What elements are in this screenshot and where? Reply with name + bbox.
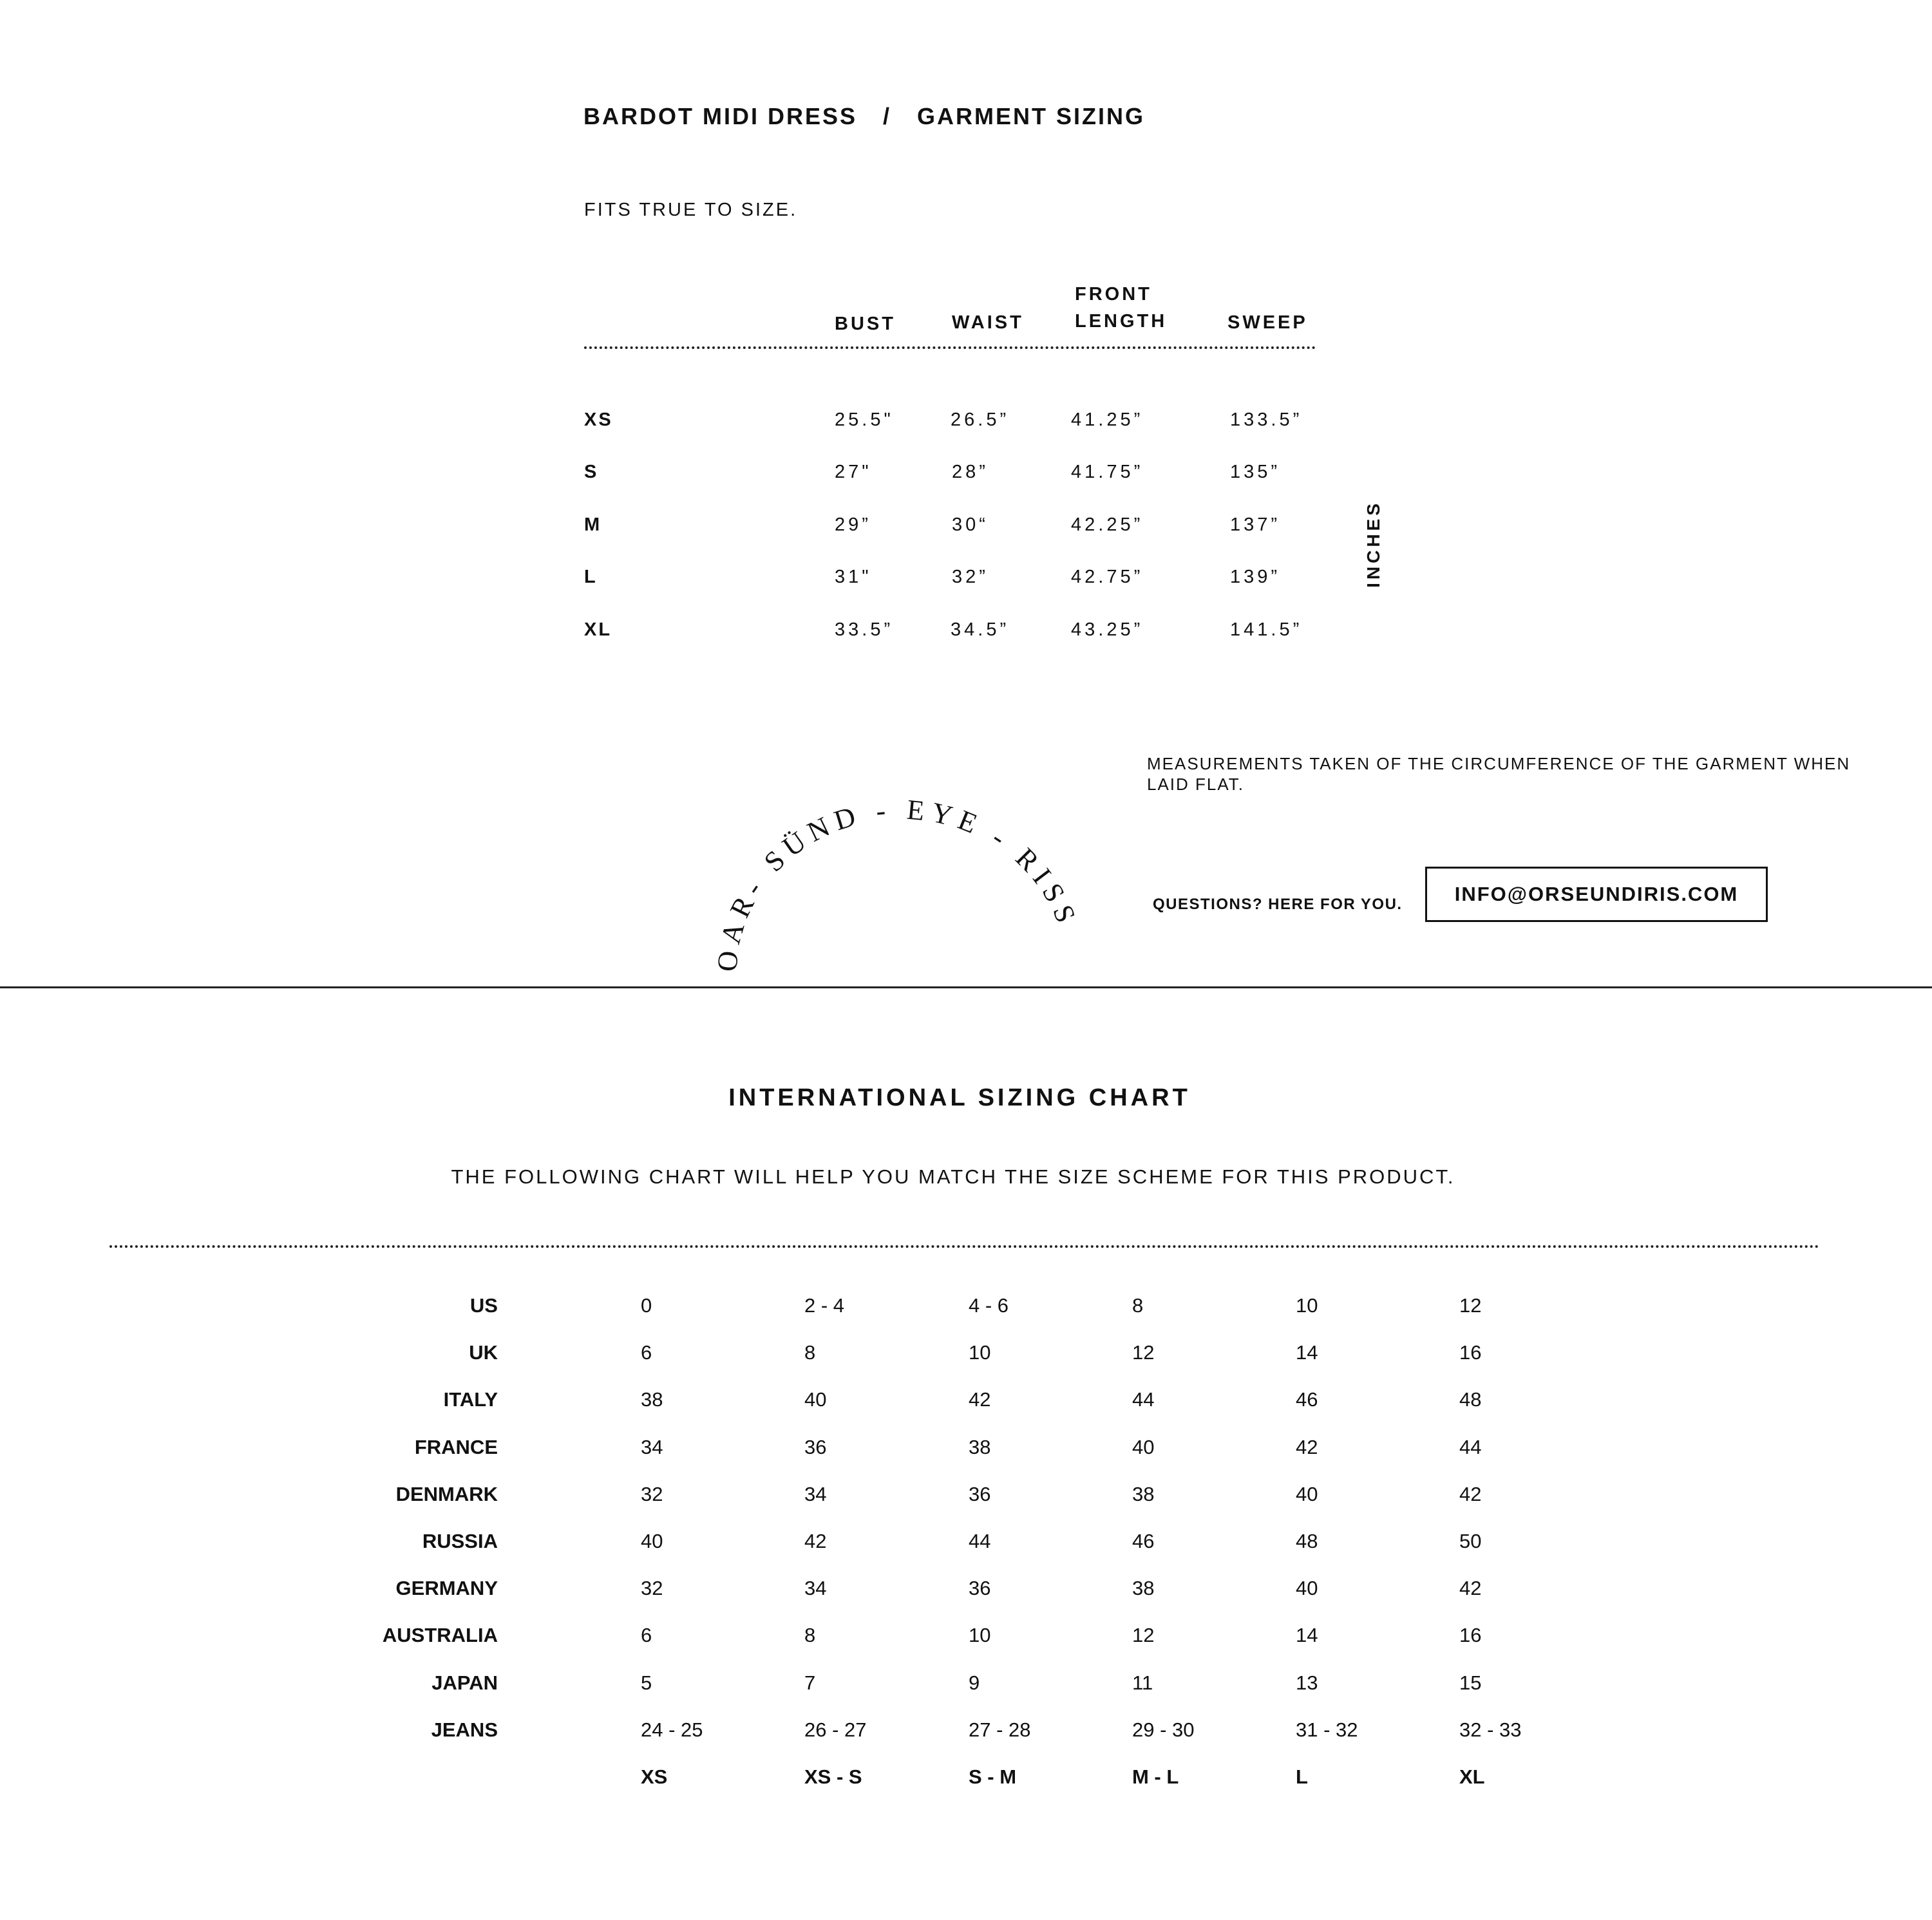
waist-value: 26.5” [951, 409, 1010, 430]
size-value: 38 [969, 1436, 991, 1458]
size-value: 12 [1132, 1624, 1155, 1646]
sweep-value: 135” [1230, 462, 1281, 482]
measurement-note: MEASUREMENTS TAKEN OF THE CIRCUMFERENCE OF THE GARMENT WHEN LAID FLAT. [1147, 754, 1851, 794]
size-value: 5 [641, 1671, 652, 1694]
size-letter: XS - S [804, 1765, 862, 1788]
bust-value: 29” [835, 514, 871, 535]
country-label: GERMANY [395, 1577, 498, 1599]
size-value: 29 - 30 [1132, 1718, 1195, 1741]
brand-logo [708, 786, 1095, 1004]
size-value: 44 [1132, 1388, 1155, 1411]
front-length-value: 41.25” [1071, 409, 1144, 430]
size-value: 40 [1296, 1577, 1318, 1599]
country-label: JEANS [431, 1718, 498, 1741]
column-header-line1 [1227, 282, 1308, 309]
column-header-front-length [1075, 281, 1167, 335]
email-text[interactable]: INFO@ORSEUNDIRIS.COM [1454, 883, 1739, 905]
size-value: 16 [1459, 1341, 1482, 1364]
fit-note: FITS TRUE TO SIZE. [584, 200, 798, 220]
section-name: GARMENT SIZING [917, 103, 1146, 129]
size-value: 48 [1459, 1388, 1482, 1411]
size-value: 38 [1132, 1483, 1155, 1505]
front-length-value: 42.25” [1071, 514, 1144, 535]
size-label: XS [584, 409, 613, 430]
country-label: DENMARK [395, 1483, 498, 1505]
size-value: 14 [1296, 1624, 1318, 1646]
size-value: 8 [1132, 1294, 1144, 1317]
size-value: 32 [641, 1577, 663, 1599]
size-value: 36 [804, 1436, 827, 1458]
size-value: 42 [804, 1530, 827, 1552]
country-label: AUSTRALIA [382, 1624, 498, 1646]
size-value: 42 [1296, 1436, 1318, 1458]
brand-logo-text: OAR- SÜND - EYE - RISS [711, 793, 1084, 973]
sweep-value: 137” [1230, 514, 1281, 535]
country-label: RUSSIA [422, 1530, 498, 1552]
size-value: 40 [1296, 1483, 1318, 1505]
size-label: S [584, 462, 599, 482]
size-value: 46 [1296, 1388, 1318, 1411]
size-value: 44 [1459, 1436, 1482, 1458]
size-value: 10 [969, 1341, 991, 1364]
front-length-value: 42.75” [1071, 567, 1144, 587]
column-header-line1: FRONT [1075, 284, 1152, 305]
size-value: 38 [641, 1388, 663, 1411]
size-value: 24 - 25 [641, 1718, 703, 1741]
sweep-value: 139” [1230, 567, 1281, 587]
size-value: 36 [969, 1577, 991, 1599]
email-button[interactable] [1425, 867, 1768, 922]
size-value: 32 - 33 [1459, 1718, 1522, 1741]
svg-text:OAR- SÜND - EYE - RISS [711, 794, 1084, 973]
column-header-waist [952, 282, 1024, 336]
column-header-line2: SWEEP [1227, 312, 1308, 333]
size-letter: S - M [969, 1765, 1017, 1788]
header-divider [584, 346, 1316, 349]
size-letter: XS [641, 1765, 668, 1788]
size-value: 42 [1459, 1483, 1482, 1505]
size-value: 38 [1132, 1577, 1155, 1599]
size-value: 14 [1296, 1341, 1318, 1364]
size-value: 6 [641, 1341, 652, 1364]
front-length-value: 43.25” [1071, 619, 1144, 640]
bust-value: 33.5” [835, 619, 894, 640]
title-separator: / [883, 103, 892, 129]
waist-value: 34.5” [951, 619, 1010, 640]
size-value: 40 [804, 1388, 827, 1411]
size-label: M [584, 514, 602, 535]
waist-value: 32” [952, 567, 989, 587]
unit-label: INCHES [1363, 500, 1383, 588]
questions-label: QUESTIONS? HERE FOR YOU. [1153, 896, 1403, 913]
size-value: 48 [1296, 1530, 1318, 1552]
size-value: 15 [1459, 1671, 1482, 1694]
size-value: 34 [804, 1483, 827, 1505]
column-header-line2: LENGTH [1075, 311, 1168, 332]
size-letter: L [1296, 1765, 1308, 1788]
size-value: 40 [1132, 1436, 1155, 1458]
country-label: US [469, 1294, 498, 1317]
size-value: 13 [1296, 1671, 1318, 1694]
size-value: 10 [1296, 1294, 1318, 1317]
international-divider [109, 1245, 1820, 1248]
size-value: 10 [969, 1624, 991, 1646]
size-letter: M - L [1132, 1765, 1179, 1788]
waist-value: 28” [952, 462, 989, 482]
country-label: FRANCE [414, 1436, 498, 1458]
size-value: 16 [1459, 1624, 1482, 1646]
column-header-line2: BUST [835, 314, 896, 334]
column-header-line2: WAIST [952, 312, 1024, 333]
bust-value: 27" [835, 462, 872, 482]
size-value: 34 [804, 1577, 827, 1599]
size-value: 40 [641, 1530, 663, 1552]
size-value: 50 [1459, 1530, 1482, 1552]
country-label: JAPAN [431, 1671, 498, 1694]
size-value: 8 [804, 1624, 816, 1646]
size-value: 34 [641, 1436, 663, 1458]
size-label: XL [584, 619, 612, 640]
country-label: ITALY [443, 1388, 498, 1411]
size-value: 42 [969, 1388, 991, 1411]
country-label: UK [469, 1341, 498, 1364]
size-value: 12 [1132, 1341, 1155, 1364]
waist-value: 30“ [952, 514, 989, 535]
size-value: 27 - 28 [969, 1718, 1031, 1741]
size-value: 8 [804, 1341, 816, 1364]
sweep-value: 133.5” [1230, 409, 1303, 430]
international-title: INTERNATIONAL SIZING CHART [728, 1084, 1191, 1111]
size-value: 44 [969, 1530, 991, 1552]
size-value: 11 [1132, 1671, 1153, 1694]
international-subtitle: THE FOLLOWING CHART WILL HELP YOU MATCH THE SIZE SCHEME FOR THIS PRODUCT. [451, 1165, 1455, 1188]
page-title [583, 103, 1145, 130]
size-value: 9 [969, 1671, 980, 1694]
size-letter: XL [1459, 1765, 1485, 1788]
size-value: 12 [1459, 1294, 1482, 1317]
section-divider [0, 986, 1932, 988]
size-value: 42 [1459, 1577, 1482, 1599]
front-length-value: 41.75” [1071, 462, 1144, 482]
size-value: 26 - 27 [804, 1718, 867, 1741]
column-header-line1 [835, 283, 896, 310]
column-header-line1 [952, 282, 1024, 309]
size-value: 46 [1132, 1530, 1155, 1552]
size-value: 32 [641, 1483, 663, 1505]
size-value: 0 [641, 1294, 652, 1317]
product-name: BARDOT MIDI DRESS [583, 103, 858, 129]
size-value: 36 [969, 1483, 991, 1505]
size-label: L [584, 567, 598, 587]
sweep-value: 141.5” [1230, 619, 1303, 640]
size-value: 6 [641, 1624, 652, 1646]
column-header-bust [835, 283, 896, 337]
size-value: 4 - 6 [969, 1294, 1009, 1317]
size-value: 7 [804, 1671, 816, 1694]
bust-value: 31" [835, 567, 872, 587]
size-value: 31 - 32 [1296, 1718, 1358, 1741]
column-header-sweep [1227, 282, 1308, 336]
bust-value: 25.5" [835, 409, 894, 430]
size-value: 2 - 4 [804, 1294, 845, 1317]
